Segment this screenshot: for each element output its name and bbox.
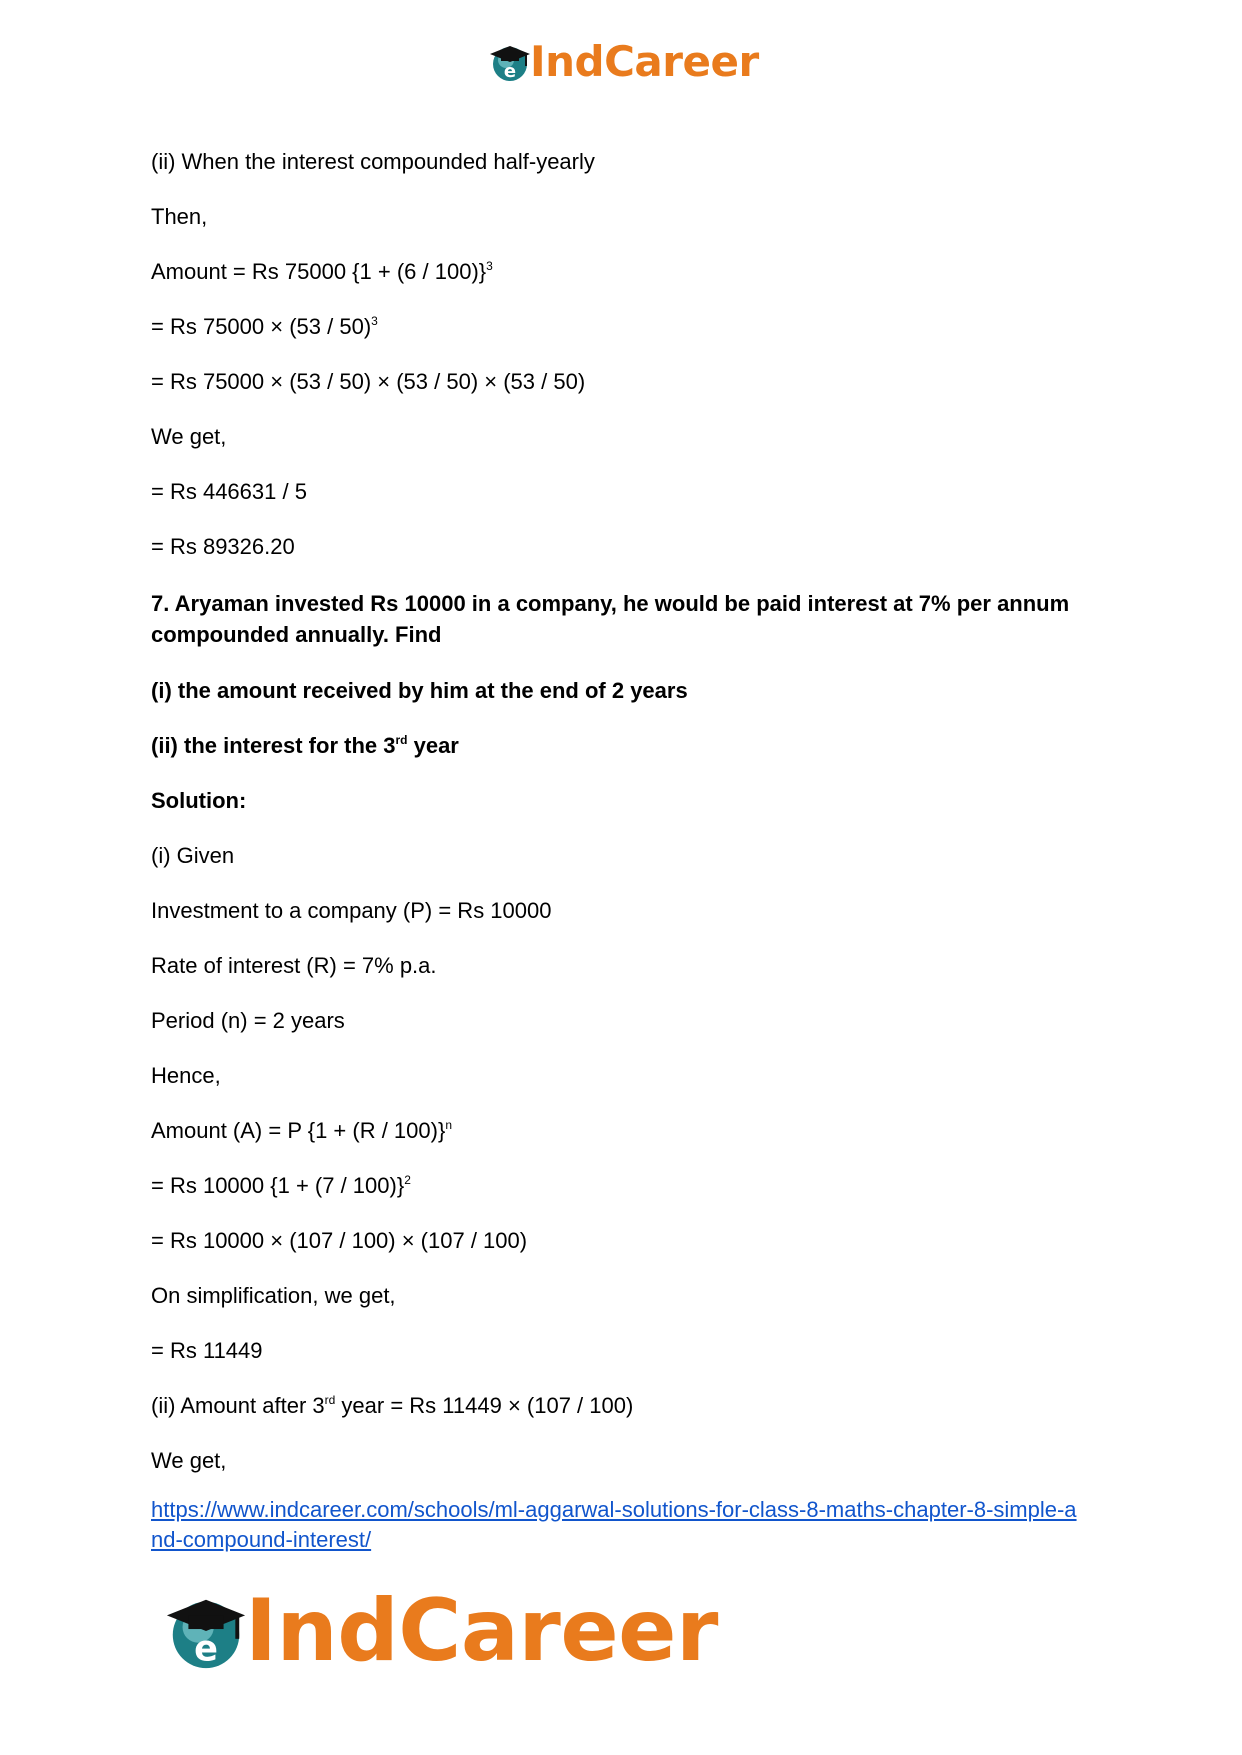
question-7: 7. Aryaman invested Rs 10000 in a company, he would be paid interest at 7% per annum compounded annually. Find bbox=[151, 591, 1070, 647]
logo-initial: e bbox=[503, 61, 517, 82]
text-line: (ii) When the interest compounded half-yearly bbox=[151, 149, 595, 174]
text-line: Amount (A) = P $\{1 + (R / 100)\}^n$ bbox=[151, 1118, 452, 1143]
graduation-globe-icon bbox=[488, 40, 532, 84]
question-part-i: (i) the amount received by him at the end of 2 years bbox=[151, 678, 688, 703]
document-body bbox=[151, 148, 1111, 1555]
text-line: = Rs 75000 × (53 / 50) × (53 / 50) × (53 / 50) bbox=[151, 369, 586, 394]
text-line: (i) Given bbox=[151, 843, 235, 868]
source-link[interactable]: https://www.indcareer.com/schools/ml-aggarwal-solutions-for-class-8-maths-chapter-8-simple-and-compound-interest/ bbox=[151, 1497, 1077, 1552]
text-line: = Rs 11449 bbox=[151, 1338, 263, 1363]
question-part-ii: (ii) the interest for the 3rd year bbox=[151, 733, 459, 758]
header-logo-text: IndCareer bbox=[530, 37, 759, 86]
text-line: On simplification, we get, bbox=[151, 1283, 396, 1308]
graduation-globe-icon bbox=[163, 1588, 249, 1674]
text-line: Amount = Rs 75000 $\{1 + (6 / 100)\}^3$ bbox=[151, 259, 493, 284]
header-logo bbox=[488, 37, 759, 86]
text-line: = Rs 10000 × (107 / 100) × (107 / 100) bbox=[151, 1228, 528, 1253]
text-line: = Rs 446631 / 5 bbox=[151, 479, 307, 504]
text-line: Investment to a company (P) = Rs 10000 bbox=[151, 898, 552, 923]
text-line: Then, bbox=[151, 204, 208, 229]
solution-label: Solution: bbox=[151, 788, 247, 813]
final-line: We get, bbox=[151, 1448, 227, 1473]
text-line: We get, bbox=[151, 424, 227, 449]
footer-logo-text: IndCareer bbox=[245, 1581, 718, 1681]
footer-logo bbox=[163, 1581, 718, 1681]
amount-after-3rd-year: (ii) Amount after 3rd year = Rs 11449 × (107 / 100) bbox=[151, 1393, 634, 1418]
logo-initial: e bbox=[194, 1628, 218, 1670]
text-line: Period (n) = 2 years bbox=[151, 1008, 345, 1033]
text-line: = Rs 75000 × (53 / 50)$^3$ bbox=[151, 314, 378, 339]
text-line: Rate of interest (R) = 7% p.a. bbox=[151, 953, 437, 978]
text-line: = Rs 10000 $\{1 + (7 / 100)\}^2$ bbox=[151, 1173, 411, 1198]
text-line: Hence, bbox=[151, 1063, 221, 1088]
text-line: = Rs 89326.20 bbox=[151, 534, 295, 559]
